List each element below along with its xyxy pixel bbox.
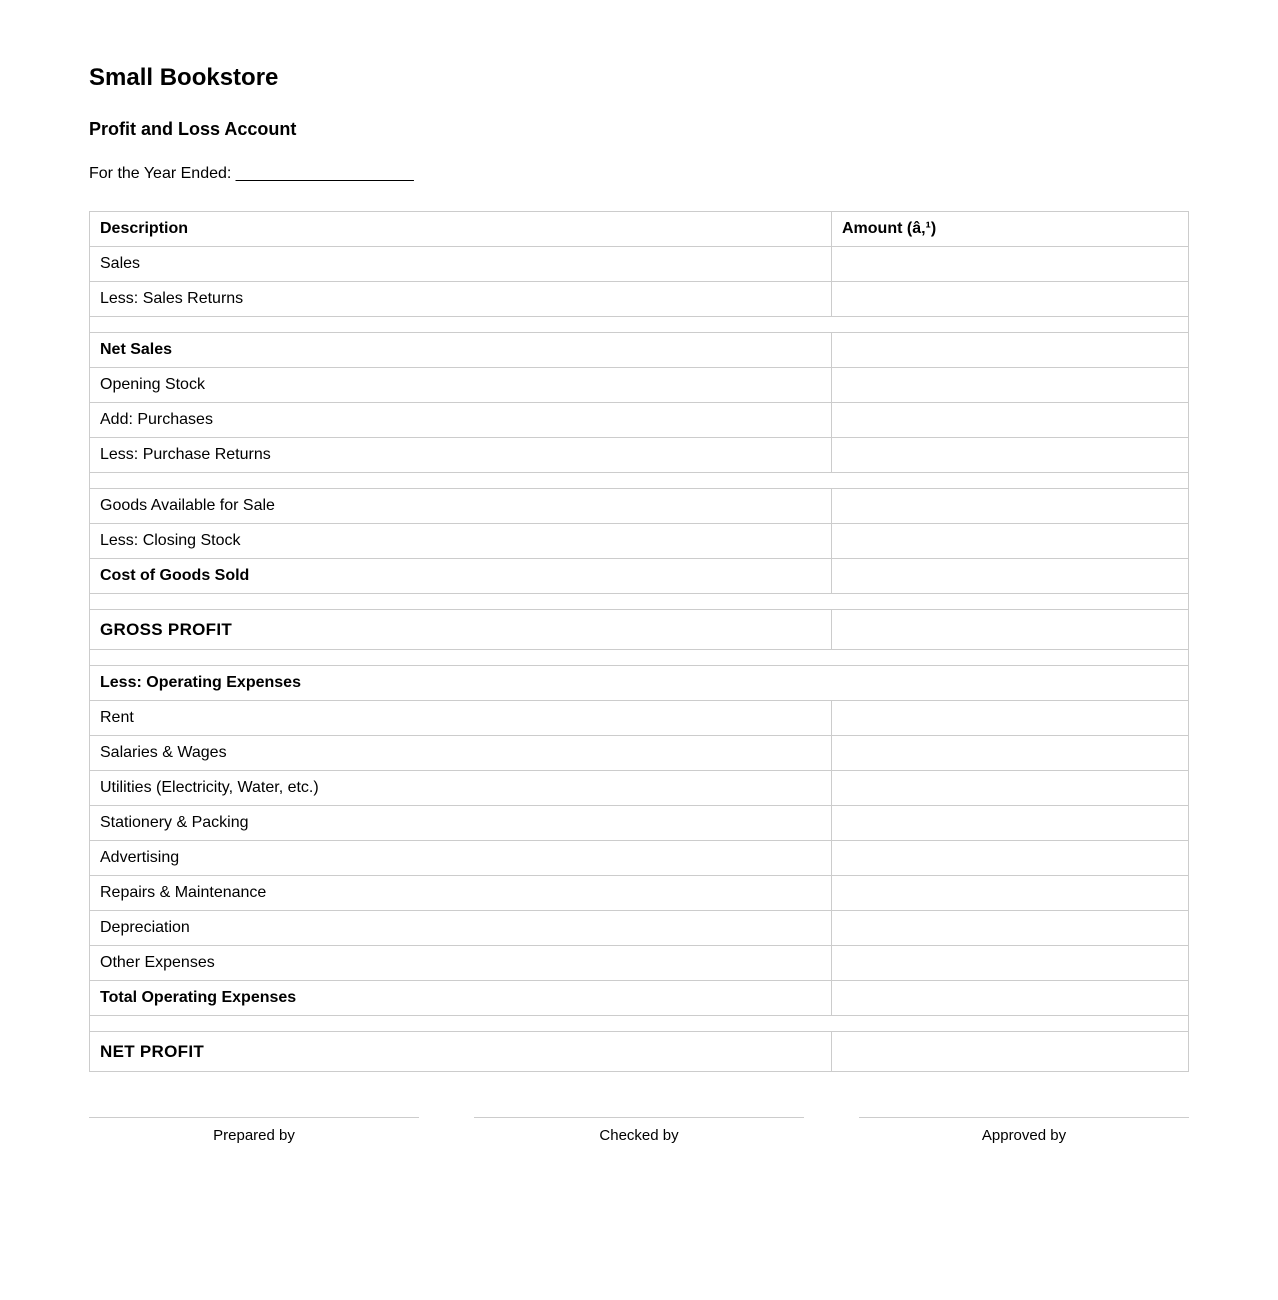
column-header-amount: Amount (â‚¹) — [832, 212, 1189, 247]
profit-loss-table — [89, 211, 1189, 1072]
table-row — [90, 282, 1189, 317]
row-description: Other Expenses — [90, 946, 832, 981]
table-row — [90, 981, 1189, 1016]
table-row — [90, 701, 1189, 736]
spacer-cell — [90, 317, 1189, 333]
row-amount-input[interactable] — [832, 559, 1189, 594]
spacer-cell — [90, 594, 1189, 610]
row-amount-input[interactable] — [832, 736, 1189, 771]
row-amount-input[interactable] — [832, 489, 1189, 524]
signature-prepared-by: Prepared by — [89, 1117, 419, 1144]
spacer-cell — [90, 650, 1189, 666]
spacer-row — [90, 473, 1189, 489]
table-row — [90, 247, 1189, 282]
column-header-description: Description — [90, 212, 832, 247]
row-amount-input[interactable] — [832, 981, 1189, 1016]
section-header-row — [90, 666, 1189, 701]
row-amount-input[interactable] — [832, 806, 1189, 841]
row-amount-input[interactable] — [832, 701, 1189, 736]
section-header-label: Less: Operating Expenses — [90, 666, 1189, 701]
row-description: Less: Sales Returns — [90, 282, 832, 317]
table-row — [90, 524, 1189, 559]
row-description: Salaries & Wages — [90, 736, 832, 771]
row-description: Cost of Goods Sold — [90, 559, 832, 594]
row-description: Total Operating Expenses — [90, 981, 832, 1016]
row-description: Less: Purchase Returns — [90, 438, 832, 473]
row-amount-input[interactable] — [832, 771, 1189, 806]
row-description: GROSS PROFIT — [90, 610, 832, 650]
row-description: Stationery & Packing — [90, 806, 832, 841]
row-description: Less: Closing Stock — [90, 524, 832, 559]
row-amount-input[interactable] — [832, 841, 1189, 876]
row-amount-input[interactable] — [832, 946, 1189, 981]
signature-approved-by: Approved by — [859, 1117, 1189, 1144]
row-amount-input[interactable] — [832, 1032, 1189, 1072]
spacer-row — [90, 650, 1189, 666]
row-description: Advertising — [90, 841, 832, 876]
row-amount-input[interactable] — [832, 438, 1189, 473]
table-row — [90, 946, 1189, 981]
spacer-row — [90, 317, 1189, 333]
table-row — [90, 806, 1189, 841]
row-description: Opening Stock — [90, 368, 832, 403]
row-amount-input[interactable] — [832, 876, 1189, 911]
row-description: Depreciation — [90, 911, 832, 946]
spacer-row — [90, 1016, 1189, 1032]
row-description: Goods Available for Sale — [90, 489, 832, 524]
row-amount-input[interactable] — [832, 911, 1189, 946]
table-row — [90, 911, 1189, 946]
table-header-row — [90, 212, 1189, 247]
row-amount-input[interactable] — [832, 282, 1189, 317]
table-row — [90, 438, 1189, 473]
row-description: Repairs & Maintenance — [90, 876, 832, 911]
row-description: Sales — [90, 247, 832, 282]
row-description: Net Sales — [90, 333, 832, 368]
table-row — [90, 1032, 1189, 1072]
spacer-row — [90, 594, 1189, 610]
row-amount-input[interactable] — [832, 403, 1189, 438]
document-subtitle: Profit and Loss Account — [89, 119, 297, 139]
row-amount-input[interactable] — [832, 368, 1189, 403]
table-row — [90, 736, 1189, 771]
row-description: Utilities (Electricity, Water, etc.) — [90, 771, 832, 806]
row-amount-input[interactable] — [832, 247, 1189, 282]
table-body — [90, 247, 1189, 1072]
table-row — [90, 368, 1189, 403]
table-row — [90, 771, 1189, 806]
table-row — [90, 489, 1189, 524]
spacer-cell — [90, 473, 1189, 489]
row-amount-input[interactable] — [832, 610, 1189, 650]
signature-section — [89, 1117, 1189, 1144]
table-row — [90, 610, 1189, 650]
signature-checked-by: Checked by — [474, 1117, 804, 1144]
table-row — [90, 841, 1189, 876]
table-row — [90, 876, 1189, 911]
period-label: For the Year Ended: ____________________ — [89, 165, 414, 182]
table-row — [90, 403, 1189, 438]
row-amount-input[interactable] — [832, 524, 1189, 559]
page-title: Small Bookstore — [89, 64, 279, 91]
spacer-cell — [90, 1016, 1189, 1032]
table-row — [90, 333, 1189, 368]
row-amount-input[interactable] — [832, 333, 1189, 368]
row-description: Add: Purchases — [90, 403, 832, 438]
table-row — [90, 559, 1189, 594]
row-description: NET PROFIT — [90, 1032, 832, 1072]
row-description: Rent — [90, 701, 832, 736]
